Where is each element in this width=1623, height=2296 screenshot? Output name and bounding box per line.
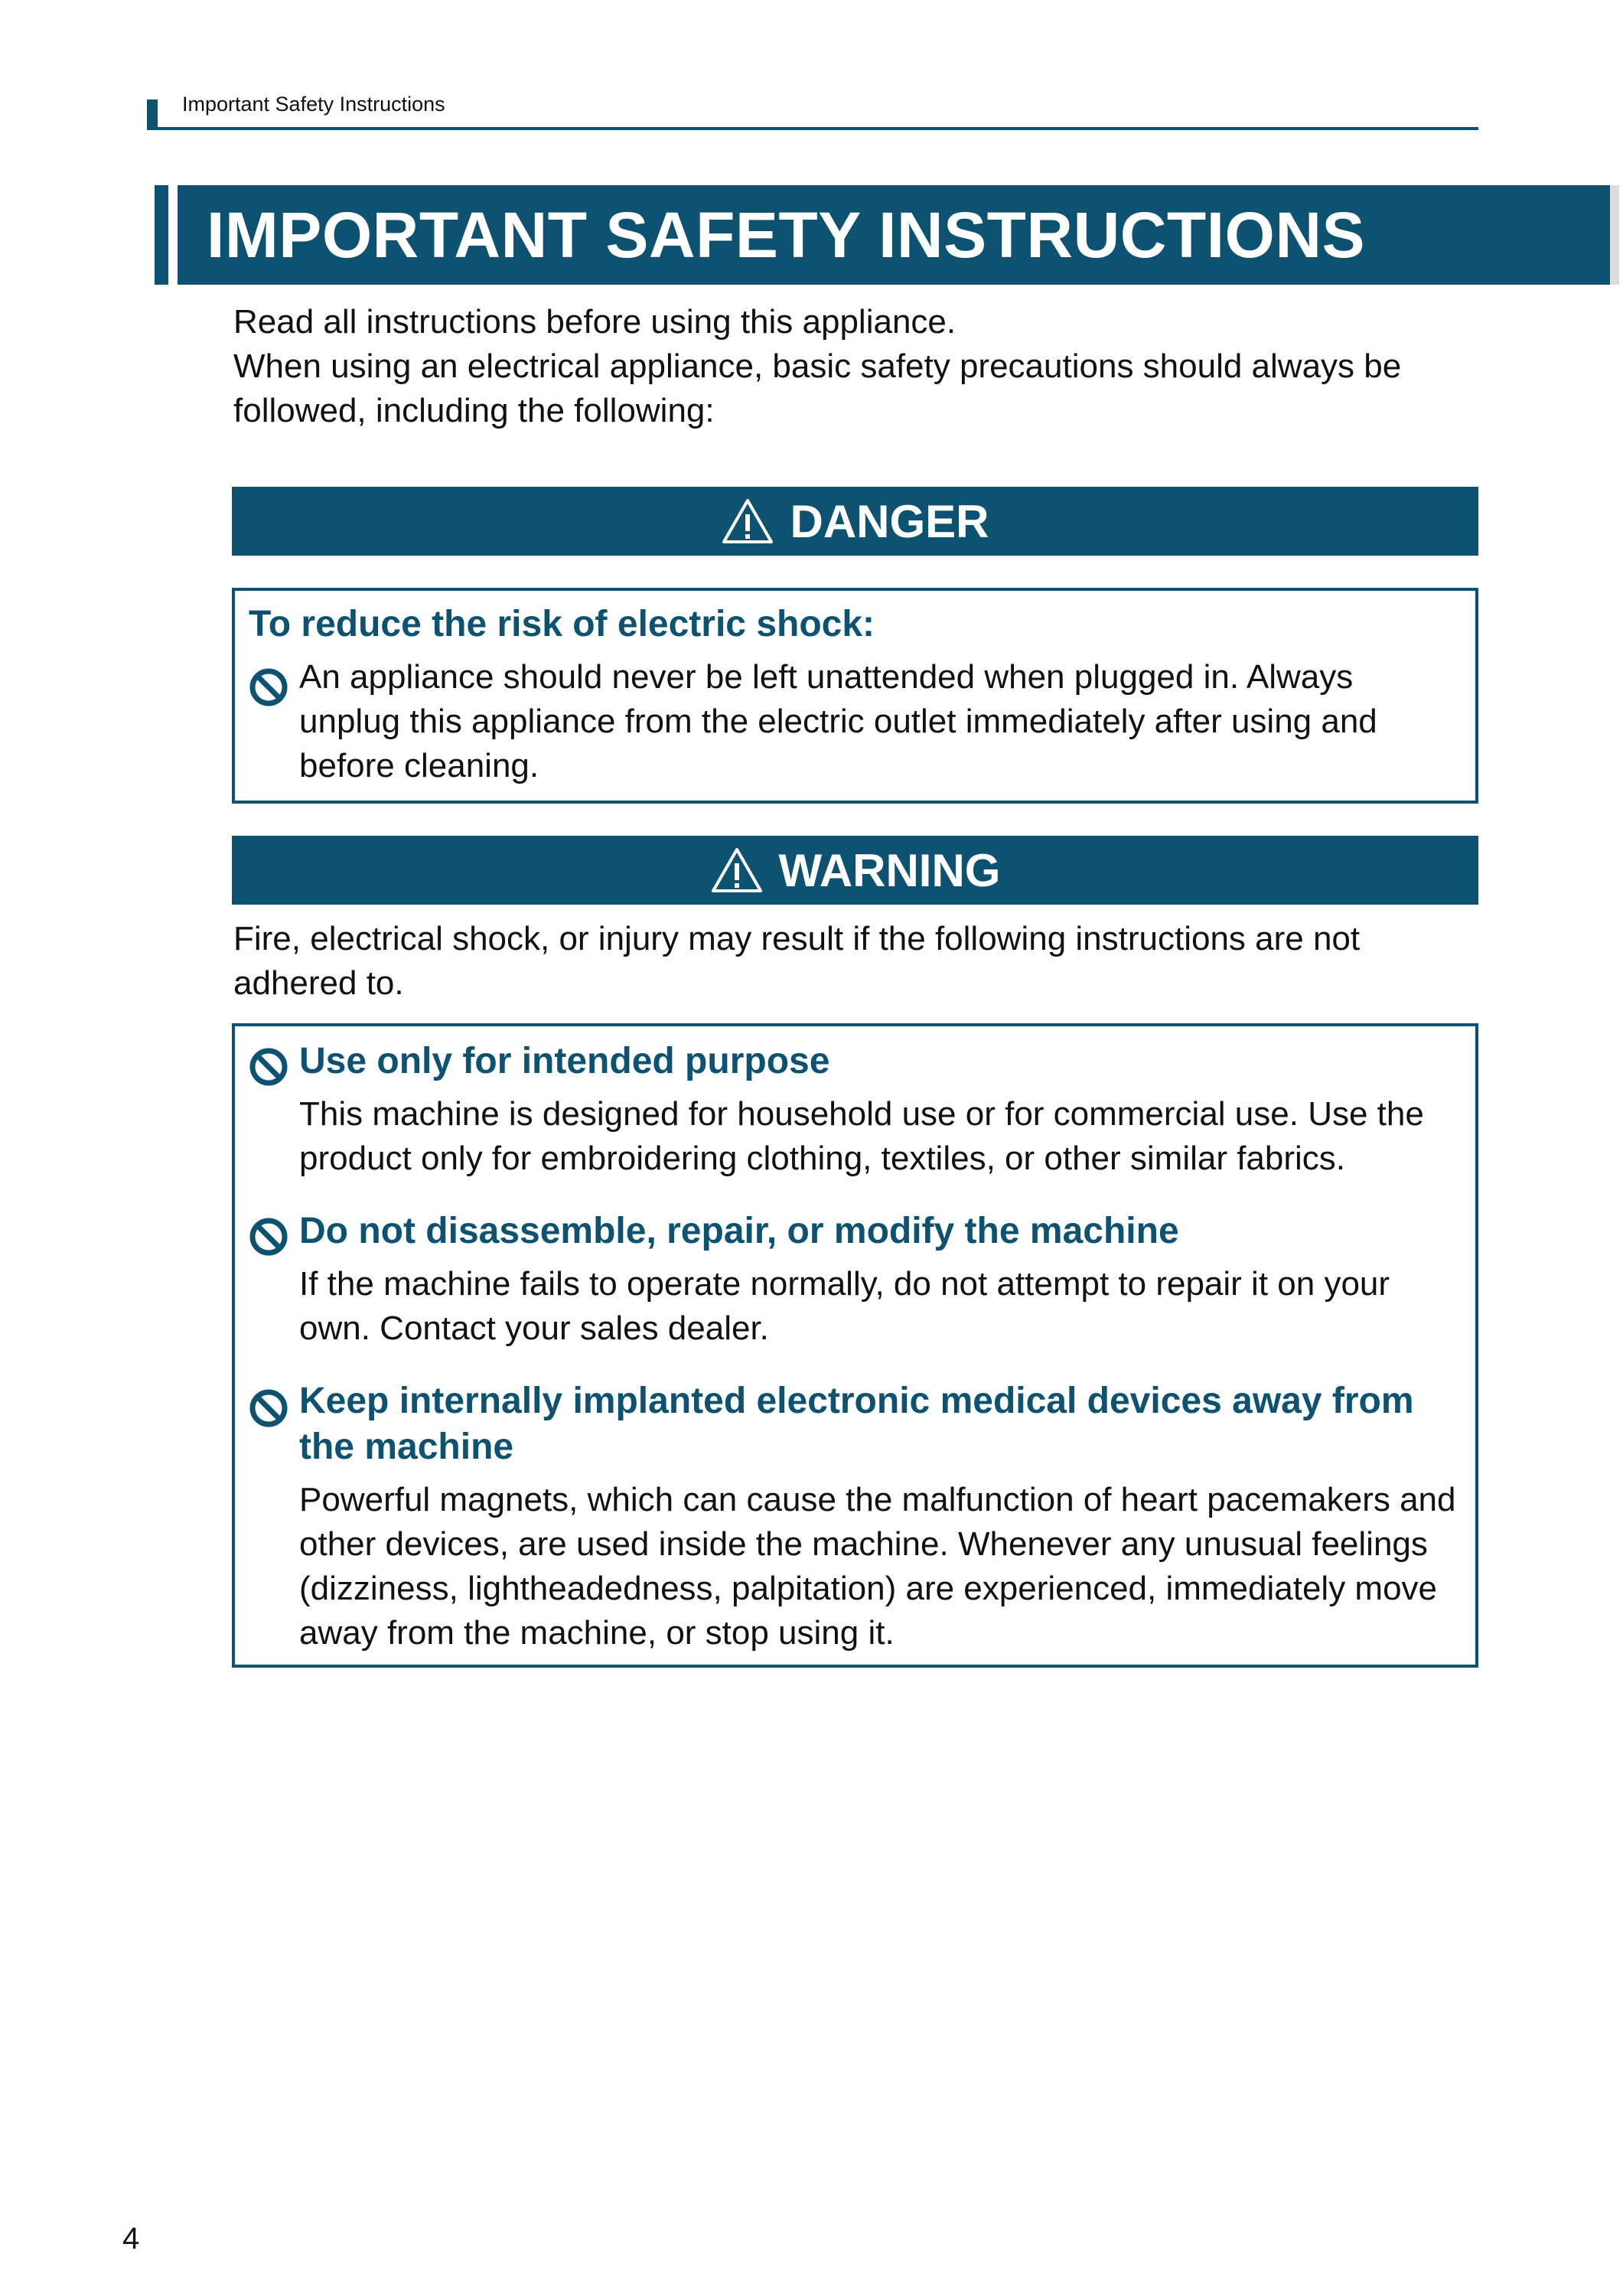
warning-banner [232,836,1478,905]
header-marker [147,99,158,130]
prohibition-icon [249,667,288,707]
warning-item-1-heading: Use only for intended purpose [299,1041,830,1081]
title-banner-left-bar [155,185,168,285]
intro-line-1: Read all instructions before using this appliance. [233,303,957,341]
warning-box [232,1023,1478,1668]
prohibition-icon [249,1217,288,1257]
danger-item-text: An appliance should never be left unattended when plugged in. Always unplug this appliance from the electric outlet immediately after using and before cleaning. [299,658,1377,784]
danger-subheading: To reduce the risk of electric shock: [249,604,875,644]
prohibition-icon [249,1047,288,1087]
warning-triangle-icon [710,846,764,894]
warning-item-2-text: If the machine fails to operate normally, do not attempt to repair it on your own. Contact your sales dealer. [299,1265,1390,1347]
danger-box [232,588,1478,804]
intro-line-2: When using an electrical appliance, basic safety precautions should always be followed, including the following: [233,347,1402,429]
danger-banner [232,487,1478,556]
warning-item-3-text: Powerful magnets, which can cause the malfunction of heart pacemakers and other devices, are used inside the machine. Whenever any unusual feelings (dizziness, lightheadedness, palpitation) are experienced, immediately move away from the machine, or stop using it. [299,1481,1456,1652]
title-banner-right-bar [1610,185,1619,285]
page-number: 4 [122,2222,140,2255]
warning-intro: Fire, electrical shock, or injury may result if the following instructions are not adhered to. [233,920,1361,1002]
header-rule [147,127,1478,130]
title-banner [155,185,1478,285]
running-title: Important Safety Instructions [182,93,445,116]
warning-item-2-heading: Do not disassemble, repair, or modify the machine [299,1211,1179,1251]
warning-label: WARNING [778,844,1001,896]
prohibition-icon [249,1388,288,1428]
warning-triangle-icon [721,497,774,545]
danger-label: DANGER [790,495,989,547]
warning-item-1-text: This machine is designed for household use or for commercial use. Use the product only for embroidering clothing, textiles, or other similar fabrics. [299,1095,1424,1177]
running-header [147,90,1478,130]
title-banner-main [178,185,1616,285]
page-title: IMPORTANT SAFETY INSTRUCTIONS [207,198,1366,271]
warning-item-3-heading: Keep internally implanted electronic medical devices away from the machine [299,1381,1414,1467]
intro-text [233,300,1488,433]
